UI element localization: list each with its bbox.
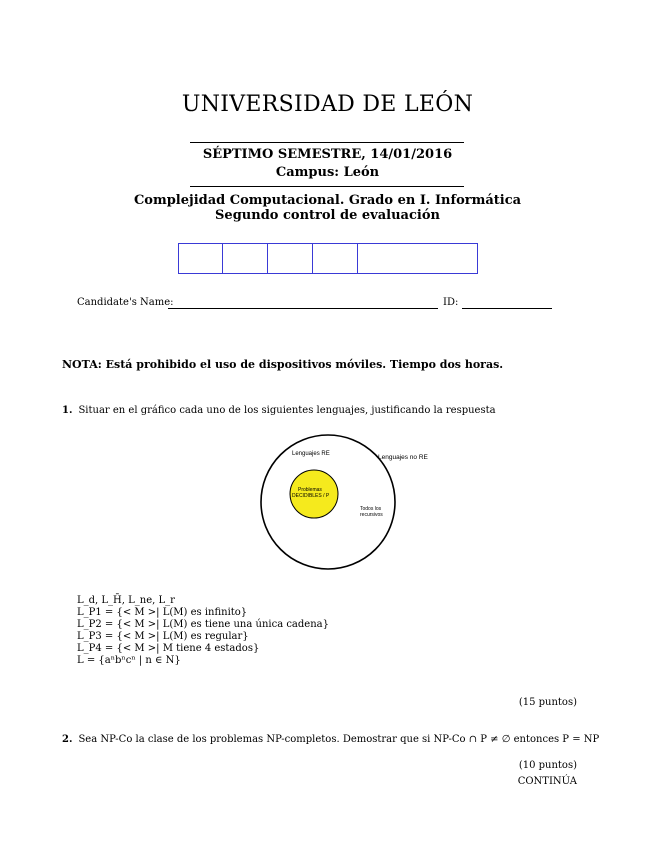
language-item: L_d, L_H̄, L_ne, L_r [77,595,175,606]
grade-box[interactable] [179,244,223,273]
course-title: Complejidad Computacional. Grado en I. Informática [133,193,522,208]
inner-label-1: Todos los [360,506,382,512]
id-field[interactable] [462,308,552,309]
grade-box[interactable] [313,244,358,273]
language-list [77,595,329,667]
grade-boxes [178,243,478,274]
question-text: Sea NP-Co la clase de los problemas NP-completos. Demostrar que si NP-Co ∩ P ≠ ∅ entonces P = NP [78,734,600,745]
language-item: L_P2 = {< M >| L(M) es tiene una única cadena} [77,619,329,630]
semester-line: SÉPTIMO SEMESTRE, 14/01/2016 [202,147,453,162]
language-item: L_P1 = {< M >| L(M) es infinito} [77,607,248,618]
question-number: 1. [62,405,73,416]
exam-note: NOTA: Está prohibido el uso de dispositivos móviles. Tiempo dos horas. [62,358,504,371]
core-label-2: DECIDIBLES / P [292,493,330,499]
middle-label: Lenguajes RE [292,451,330,457]
question-2-points: (10 puntos) [518,760,577,771]
language-item: L_P4 = {< M >| M tiene 4 estados} [77,643,260,654]
question-text: Situar en el gráfico cada uno de los siguientes lenguajes, justificando la respuesta [78,405,496,416]
language-diagram [248,432,428,572]
campus-line: Campus: León [275,165,380,180]
language-item: L_P3 = {< M >| L(M) es regular} [77,631,249,642]
grade-box-total[interactable] [358,244,477,273]
grade-box[interactable] [223,244,268,273]
candidate-name-field[interactable] [168,308,438,309]
inner-label-2: recursivos [360,512,383,518]
grade-box[interactable] [268,244,313,273]
continue-label: CONTINÚA [517,776,577,787]
question-1-points: (15 puntos) [518,697,577,708]
language-item: L = {aⁿbⁿcⁿ | n ∈ N} [77,655,181,666]
id-label: ID: [443,297,459,308]
control-title: Segundo control de evaluación [215,208,440,223]
question-number: 2. [62,734,73,745]
outer-label: Lenguajes no RE [378,454,428,461]
core-label-1: Problemas [298,487,322,493]
question-1 [62,405,496,416]
header-rule-bottom [190,186,464,187]
header-rule-top [190,142,464,143]
question-2 [62,734,599,745]
university-title: UNIVERSIDAD DE LEÓN [181,92,474,117]
candidate-name-label: Candidate's Name: [77,297,174,308]
